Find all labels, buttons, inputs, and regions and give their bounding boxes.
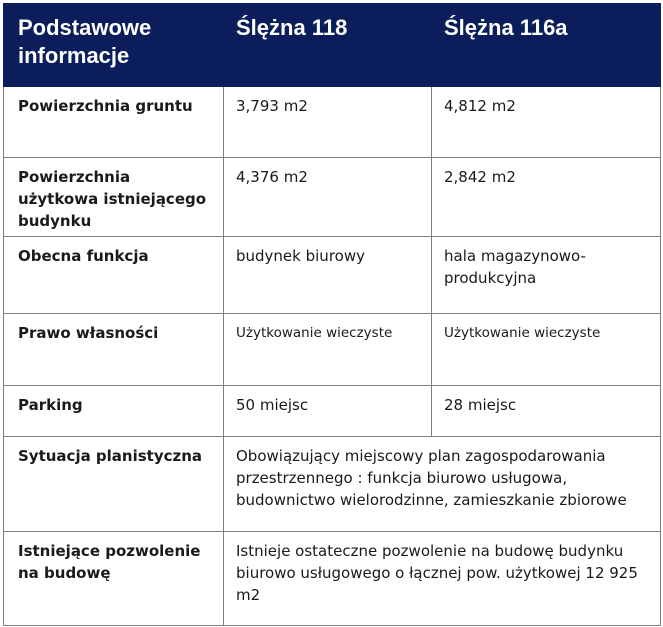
cell-value: 3,793 m2 xyxy=(224,87,432,158)
table-body xyxy=(4,87,661,626)
table-row xyxy=(4,532,661,626)
row-label: Istniejące pozwolenie na budowę xyxy=(4,532,224,626)
table-row xyxy=(4,386,661,437)
table-row xyxy=(4,87,661,158)
merged-cell-value: Obowiązujący miejscowy plan zagospodarowania przestrzennego : funkcja biurowo usługowa, budownictwo wielorodzinne, zamieszkanie zbiorowe xyxy=(224,437,661,532)
row-label: Parking xyxy=(4,386,224,437)
cell-value: 2,842 m2 xyxy=(432,158,661,237)
cell-value: Użytkowanie wieczyste xyxy=(432,314,661,386)
cell-value: 28 miejsc xyxy=(432,386,661,437)
row-label: Prawo własności xyxy=(4,314,224,386)
cell-value: hala magazynowo-produkcyjna xyxy=(432,237,661,314)
cell-value: 50 miejsc xyxy=(224,386,432,437)
table-row xyxy=(4,314,661,386)
header-cell-category: Podstawowe informacje xyxy=(4,4,224,87)
table-header xyxy=(4,4,661,87)
row-label: Sytuacja planistyczna xyxy=(4,437,224,532)
cell-value: 4,812 m2 xyxy=(432,87,661,158)
table-row xyxy=(4,158,661,237)
cell-value: budynek biurowy xyxy=(224,237,432,314)
row-label: Powierzchnia użytkowa istniejącego budynku xyxy=(4,158,224,237)
property-info-table xyxy=(3,3,661,626)
row-label: Obecna funkcja xyxy=(4,237,224,314)
table-row xyxy=(4,237,661,314)
property-info-table-container xyxy=(3,3,660,626)
header-cell-slezna-118: Ślężna 118 xyxy=(224,4,432,87)
table-row xyxy=(4,437,661,532)
merged-cell-value: Istnieje ostateczne pozwolenie na budowę budynku biurowo usługowego o łącznej pow. użytkowej 12 925 m2 xyxy=(224,532,661,626)
header-cell-slezna-116a: Ślężna 116a xyxy=(432,4,661,87)
row-label: Powierzchnia gruntu xyxy=(4,87,224,158)
header-row xyxy=(4,4,661,87)
cell-value: 4,376 m2 xyxy=(224,158,432,237)
cell-value: Użytkowanie wieczyste xyxy=(224,314,432,386)
